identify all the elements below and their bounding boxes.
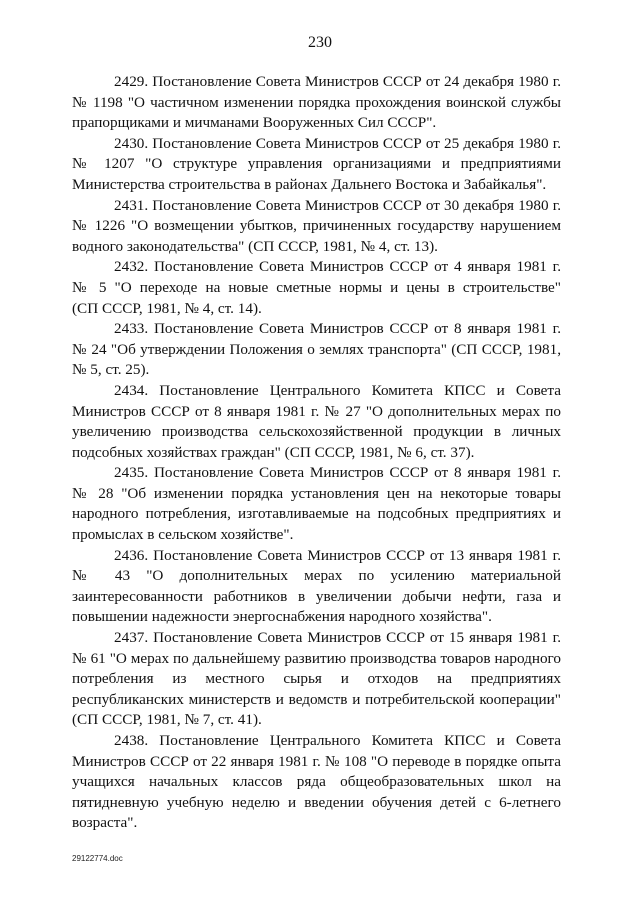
decree-entry [72, 257, 561, 319]
decree-entry-text-line: прапорщиками и мичманами Вооруженных Сил СССР". [72, 114, 437, 132]
decree-entry-text-line: потребления из местного сырья и отходов на предприятиях [72, 670, 561, 688]
decree-entry [72, 463, 561, 545]
decree-entry [72, 546, 561, 628]
decree-entry-text-line: № 5 "О переходе на новые сметные нормы и цены в строительстве" [72, 278, 561, 296]
decree-entry [72, 196, 561, 258]
decree-entry-heading-line: 2435. Постановление Совета Министров СССР от 8 января 1981 г. [114, 464, 561, 482]
decree-entry [72, 319, 561, 381]
decree-entry-text-line: № 61 "О мерах по дальнейшему развитию производства товаров народного [72, 649, 561, 667]
decree-entry-text-line: № 5, ст. 25). [72, 361, 150, 379]
decree-entry-text-line: водного законодательства" (СП СССР, 1981, № 4, ст. 13). [72, 237, 438, 255]
decree-entry [72, 381, 561, 463]
decree-entry-text-line: (СП СССР, 1981, № 4, ст. 14). [72, 299, 262, 317]
decree-entry-text-line: республиканских министерств и ведомств и потребительской кооперации" [72, 690, 561, 708]
decree-entry-text-line: увеличению производства сельскохозяйственной продукции в личных [72, 423, 561, 441]
decree-entry-heading-line: 2437. Постановление Совета Министров СССР от 15 января 1981 г. [114, 629, 561, 647]
decree-entry-text-line: пятидневную учебную неделю и введении обучения детей с 6-летнего [72, 793, 561, 811]
decree-entry-text-line: Министерства строительства в районах Дальнего Востока и Забайкалья". [72, 175, 547, 193]
decree-entry-text-line: повышении надежности энергоснабжения народного хозяйства". [72, 608, 492, 626]
decree-entry-heading-line: 2438. Постановление Центрального Комитета КПСС и Совета [114, 732, 561, 749]
decree-entry-text-line: № 24 "Об утверждении Положения о землях транспорта" (СП СССР, 1981, [72, 340, 561, 358]
decree-entry-text-line: подсобных хозяйствах граждан" (СП СССР, 1981, № 6, ст. 37). [72, 443, 475, 461]
decree-entry-text-line: Министров СССР от 22 января 1981 г. № 108 "О переводе в порядке опыта [72, 752, 561, 770]
decree-entry-text-line: № 28 "Об изменении порядка установления цен на некоторые товары [72, 484, 561, 502]
decree-entry-heading-line: 2431. Постановление Совета Министров СССР от 30 декабря 1980 г. [114, 196, 561, 214]
decree-entry-text-line: № 1226 "О возмещении убытков, причиненных государству нарушением [72, 217, 561, 235]
decree-entry-heading-line: 2430. Постановление Совета Министров СССР от 25 декабря 1980 г. [114, 134, 561, 152]
decree-entry-text-line: учащихся начальных классов ряда общеобразовательных школ на [72, 773, 561, 791]
decree-entry [72, 731, 561, 834]
decree-entry-text-line: (СП СССР, 1981, № 7, ст. 41). [72, 711, 262, 729]
decree-entry-text-line: промыслах в сельском хозяйстве". [72, 526, 294, 544]
decree-entry [72, 628, 561, 731]
document-body [72, 72, 561, 834]
decree-entry-text-line: Министров СССР от 8 января 1981 г. № 27 "О дополнительных мерах по [72, 402, 561, 420]
decree-entry-text-line: возраста". [72, 814, 138, 832]
decree-entry-heading-line: 2433. Постановление Совета Министров СССР от 8 января 1981 г. [114, 320, 561, 338]
decree-entry-heading-line: 2436. Постановление Совета Министров СССР от 13 января 1981 г. [114, 546, 561, 564]
decree-entry-text-line: народного потребления, изготавливаемые на подсобных предприятиях и [72, 505, 561, 523]
decree-entry-heading-line: 2432. Постановление Совета Министров СССР от 4 января 1981 г. [114, 258, 561, 276]
decree-entry-text-line: № 43 "О дополнительных мерах по усилению материальной [72, 567, 561, 585]
decree-entry-text-line: № 1198 "О частичном изменении порядка прохождения воинской службы [72, 93, 561, 111]
decree-entry-text-line: № 1207 "О структуре управления организациями и предприятиями [72, 155, 561, 173]
footer-file-code: 29122774.doc [72, 854, 123, 863]
decree-entry-heading-line: 2429. Постановление Совета Министров СССР от 24 декабря 1980 г. [114, 73, 561, 90]
decree-entry [72, 134, 561, 196]
decree-entry-text-line: заинтересованности работников в увеличении добычи нефти, газа и [72, 587, 561, 605]
page-number: 230 [308, 34, 332, 51]
decree-entry-heading-line: 2434. Постановление Центрального Комитета КПСС и Совета [114, 381, 561, 399]
decree-entry [72, 72, 561, 134]
